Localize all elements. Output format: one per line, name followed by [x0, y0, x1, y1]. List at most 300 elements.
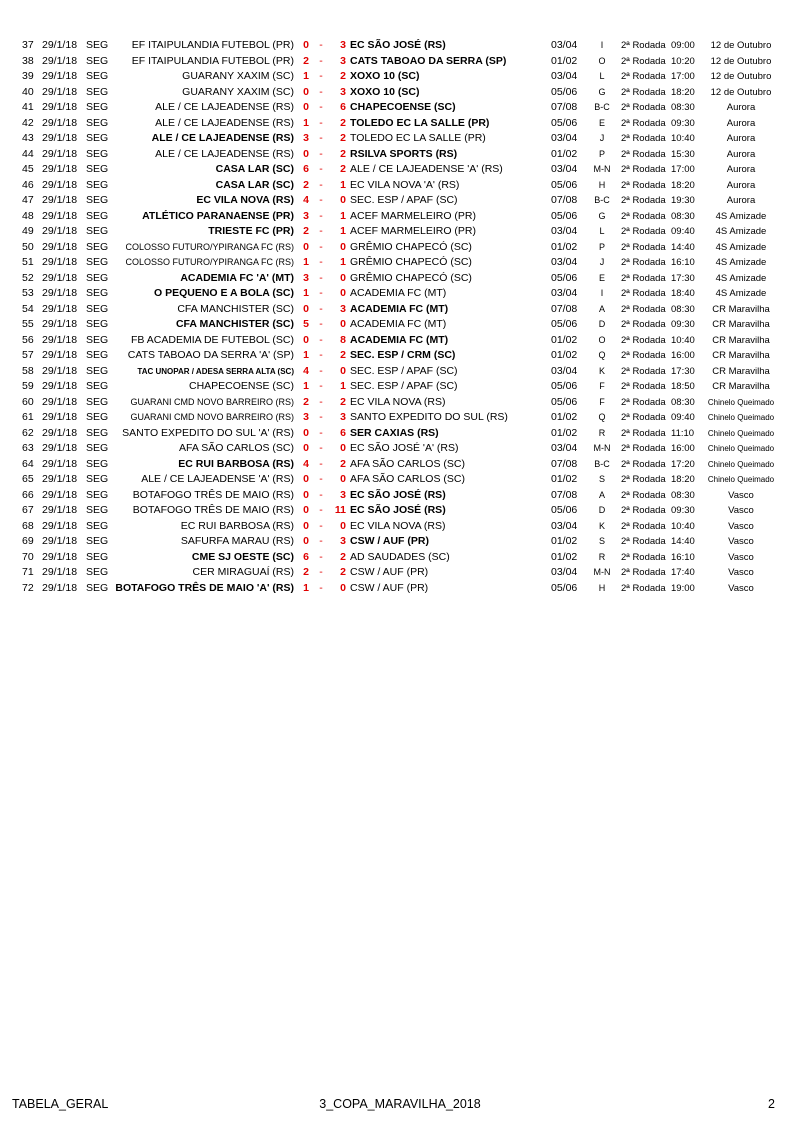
- round: 2ª Rodada: [621, 334, 666, 346]
- match-row: [0, 209, 800, 225]
- away-score: 2: [340, 550, 346, 563]
- away-team: SEC. ESP / APAF (SC): [350, 194, 458, 206]
- group: B-C: [594, 195, 610, 205]
- venue: CR Maravilha: [712, 350, 770, 361]
- kickoff-time: 18:50: [671, 381, 695, 392]
- match-number: 61: [22, 411, 34, 423]
- home-team: SAFURFA MARAU (RS): [180, 535, 294, 547]
- group: G: [598, 86, 606, 97]
- group: D: [598, 319, 606, 329]
- away-team: ACADEMIA FC (MT): [350, 333, 449, 346]
- away-score: 3: [340, 54, 346, 67]
- home-score: 1: [303, 581, 309, 594]
- match-row: [0, 224, 800, 240]
- away-score: 8: [340, 333, 346, 346]
- home-team: CFA MANCHISTER (SC): [177, 302, 294, 315]
- match-date: 29/1/18: [42, 147, 78, 160]
- match-row: [0, 395, 800, 411]
- match-weekday: SEG: [86, 349, 109, 361]
- kickoff-time: 10:40: [671, 520, 695, 532]
- match-number: 52: [22, 271, 34, 284]
- away-team: SEC. ESP / APAF (SC): [350, 380, 458, 392]
- round: 2ª Rodada: [621, 536, 666, 547]
- away-team: EC SÃO JOSÉ 'A' (RS): [350, 442, 459, 454]
- category: 01/02: [551, 349, 578, 361]
- match-date: 29/1/18: [42, 178, 78, 191]
- match-weekday: SEG: [86, 519, 109, 532]
- venue: Vasco: [728, 489, 754, 501]
- away-score: 0: [340, 442, 346, 454]
- match-row: [0, 38, 800, 54]
- round: 2ª Rodada: [621, 71, 666, 82]
- away-score: 2: [340, 163, 346, 175]
- away-team: CHAPECOENSE (SC): [350, 101, 456, 113]
- round: 2ª Rodada: [621, 164, 666, 175]
- kickoff-time: 16:00: [671, 443, 695, 454]
- category: 03/04: [551, 70, 578, 82]
- away-score: 2: [340, 566, 346, 578]
- match-row: [0, 457, 800, 473]
- round: 2ª Rodada: [621, 117, 666, 129]
- match-row: [0, 426, 800, 442]
- home-team: ALE / CE LAJEADENSE (RS): [155, 101, 294, 113]
- group: J: [599, 133, 605, 143]
- away-score: 2: [340, 147, 346, 160]
- kickoff-time: 11:10: [671, 427, 695, 439]
- away-team: XOXO 10 (SC): [350, 85, 420, 98]
- match-number: 68: [22, 519, 34, 532]
- home-team: FB ACADEMIA DE FUTEBOL (SC): [131, 333, 294, 346]
- away-score: 0: [340, 240, 346, 253]
- match-date: 29/1/18: [42, 333, 78, 346]
- kickoff-time: 09:30: [671, 117, 695, 129]
- category: 05/06: [551, 380, 578, 392]
- round: 2ª Rodada: [621, 319, 666, 330]
- home-team: ALE / CE LAJEADENSE 'A' (RS): [141, 473, 294, 485]
- away-score: 2: [340, 395, 346, 408]
- match-weekday: SEG: [86, 178, 109, 191]
- score-separator: -: [319, 581, 323, 594]
- category: 07/08: [551, 101, 578, 113]
- category: 03/04: [551, 163, 578, 175]
- round: 2ª Rodada: [621, 272, 666, 284]
- venue: 4S Amizade: [715, 241, 767, 253]
- match-weekday: SEG: [86, 287, 109, 299]
- score-separator: -: [319, 302, 323, 315]
- kickoff-time: 09:00: [671, 40, 695, 51]
- match-row: [0, 131, 800, 147]
- venue: CR Maravilha: [712, 303, 770, 315]
- round: 2ª Rodada: [621, 55, 666, 67]
- score-separator: -: [319, 504, 323, 516]
- venue: Vasco: [728, 520, 754, 532]
- home-score: 0: [303, 147, 309, 160]
- match-date: 29/1/18: [42, 566, 78, 578]
- home-score: 0: [303, 488, 309, 501]
- category: 05/06: [551, 504, 578, 516]
- match-row: [0, 178, 800, 194]
- away-team: EC VILA NOVA (RS): [350, 519, 446, 532]
- match-number: 38: [22, 54, 34, 67]
- group: I: [600, 288, 604, 298]
- match-date: 29/1/18: [42, 85, 78, 98]
- match-weekday: SEG: [86, 457, 109, 470]
- home-team: TRIESTE FC (PR): [208, 225, 294, 237]
- kickoff-time: 17:40: [671, 567, 695, 578]
- round: 2ª Rodada: [621, 226, 666, 237]
- score-separator: -: [319, 519, 323, 532]
- match-row: [0, 69, 800, 85]
- match-number: 70: [22, 550, 34, 563]
- score-separator: -: [319, 225, 323, 237]
- venue: 12 de Outubro: [710, 71, 772, 82]
- away-team: ACEF MARMELEIRO (PR): [350, 225, 477, 237]
- score-separator: -: [319, 380, 323, 392]
- match-date: 29/1/18: [42, 271, 78, 284]
- group: M-N: [593, 443, 611, 453]
- match-date: 29/1/18: [42, 380, 78, 392]
- match-number: 66: [22, 488, 34, 501]
- group: O: [598, 55, 606, 66]
- venue: Chinelo Queimado: [707, 413, 775, 422]
- match-row: [0, 519, 800, 535]
- match-weekday: SEG: [86, 240, 109, 253]
- match-schedule-table: [0, 38, 800, 596]
- match-number: 50: [22, 240, 34, 253]
- home-score: 0: [303, 240, 309, 253]
- venue: Aurora: [726, 179, 756, 191]
- home-team: BOTAFOGO TRÊS DE MAIO (RS): [132, 504, 294, 516]
- home-score: 3: [303, 132, 309, 144]
- home-score: 1: [303, 70, 309, 82]
- kickoff-time: 16:10: [671, 257, 695, 268]
- kickoff-time: 08:30: [671, 210, 695, 222]
- group: A: [598, 303, 605, 314]
- home-score: 2: [303, 566, 309, 578]
- score-separator: -: [319, 85, 323, 98]
- kickoff-time: 17:20: [671, 458, 695, 470]
- venue: 4S Amizade: [715, 257, 767, 268]
- group: F: [599, 381, 605, 391]
- match-number: 58: [22, 364, 34, 377]
- match-row: [0, 85, 800, 101]
- venue: 12 de Outubro: [710, 55, 772, 67]
- match-number: 46: [22, 178, 34, 191]
- away-team: EC VILA NOVA 'A' (RS): [350, 178, 460, 191]
- away-team: TOLEDO EC LA SALLE (PR): [350, 116, 490, 129]
- away-team: CSW / AUF (PR): [350, 581, 429, 594]
- match-row: [0, 565, 800, 581]
- match-row: [0, 286, 800, 302]
- kickoff-time: 09:30: [671, 319, 695, 330]
- venue: 4S Amizade: [715, 226, 767, 237]
- kickoff-time: 17:00: [671, 164, 695, 175]
- match-date: 29/1/18: [42, 318, 78, 330]
- match-date: 29/1/18: [42, 349, 78, 361]
- match-date: 29/1/18: [42, 256, 78, 268]
- kickoff-time: 08:30: [671, 102, 695, 113]
- match-weekday: SEG: [86, 581, 109, 594]
- category: 07/08: [551, 302, 578, 315]
- score-separator: -: [319, 132, 323, 144]
- score-separator: -: [319, 39, 323, 51]
- home-score: 0: [303, 302, 309, 315]
- home-score: 1: [303, 349, 309, 361]
- home-team: CME SJ OESTE (SC): [191, 550, 294, 563]
- away-score: 0: [340, 194, 346, 206]
- venue: Chinelo Queimado: [707, 397, 775, 407]
- away-team: ALE / CE LAJEADENSE 'A' (RS): [350, 163, 503, 175]
- score-separator: -: [319, 271, 323, 284]
- category: 07/08: [551, 457, 578, 470]
- away-score: 0: [340, 271, 346, 284]
- away-team: AFA SÃO CARLOS (SC): [350, 473, 465, 485]
- category: 01/02: [551, 473, 578, 485]
- match-number: 43: [22, 132, 34, 144]
- match-date: 29/1/18: [42, 535, 78, 547]
- round: 2ª Rodada: [621, 288, 666, 299]
- home-team: AFA SÃO CARLOS (SC): [179, 442, 294, 454]
- score-separator: -: [319, 473, 323, 485]
- score-separator: -: [319, 364, 323, 377]
- home-score: 4: [303, 364, 309, 377]
- group: H: [598, 582, 606, 593]
- group: S: [598, 474, 605, 484]
- away-team: EC SÃO JOSÉ (RS): [350, 504, 446, 516]
- away-score: 3: [340, 411, 346, 423]
- venue: Aurora: [726, 133, 756, 144]
- score-separator: -: [319, 178, 323, 191]
- score-separator: -: [319, 318, 323, 330]
- category: 07/08: [551, 488, 578, 501]
- kickoff-time: 17:30: [671, 365, 695, 377]
- match-date: 29/1/18: [42, 488, 78, 501]
- category: 07/08: [551, 194, 578, 206]
- match-number: 48: [22, 209, 34, 222]
- match-row: [0, 193, 800, 209]
- away-score: 6: [340, 426, 346, 439]
- home-score: 2: [303, 395, 309, 408]
- kickoff-time: 19:30: [671, 195, 695, 206]
- category: 05/06: [551, 178, 578, 191]
- group: J: [599, 257, 605, 267]
- away-score: 0: [340, 318, 346, 330]
- score-separator: -: [319, 240, 323, 253]
- match-date: 29/1/18: [42, 194, 78, 206]
- score-separator: -: [319, 349, 323, 361]
- match-number: 64: [22, 457, 34, 470]
- score-separator: -: [319, 411, 323, 423]
- match-weekday: SEG: [86, 163, 109, 175]
- score-separator: -: [319, 442, 323, 454]
- score-separator: -: [319, 256, 323, 268]
- group: R: [598, 551, 606, 562]
- group: D: [598, 505, 606, 515]
- away-score: 3: [340, 302, 346, 315]
- kickoff-time: 18:20: [671, 86, 695, 98]
- match-date: 29/1/18: [42, 225, 78, 237]
- kickoff-time: 09:40: [671, 226, 695, 237]
- match-date: 29/1/18: [42, 364, 78, 377]
- score-separator: -: [319, 54, 323, 67]
- category: 01/02: [551, 54, 578, 67]
- category: 03/04: [551, 39, 578, 51]
- score-separator: -: [319, 488, 323, 501]
- match-number: 62: [22, 426, 34, 439]
- match-row: [0, 534, 800, 550]
- away-score: 1: [340, 225, 346, 237]
- home-team: BOTAFOGO TRÊS DE MAIO (RS): [132, 488, 294, 501]
- score-separator: -: [319, 426, 323, 439]
- footer-page-number: 2: [768, 1097, 775, 1111]
- match-row: [0, 100, 800, 116]
- category: 01/02: [551, 333, 578, 346]
- kickoff-time: 17:00: [671, 71, 695, 82]
- match-weekday: SEG: [86, 194, 109, 206]
- away-team: ACADEMIA FC (MT): [350, 287, 447, 299]
- match-weekday: SEG: [86, 380, 109, 392]
- kickoff-time: 14:40: [671, 241, 695, 253]
- match-date: 29/1/18: [42, 426, 78, 439]
- round: 2ª Rodada: [621, 40, 666, 51]
- group: P: [598, 241, 605, 252]
- match-number: 37: [22, 39, 34, 51]
- match-row: [0, 162, 800, 178]
- match-row: [0, 441, 800, 457]
- group: R: [598, 427, 606, 438]
- match-row: [0, 255, 800, 271]
- away-team: SEC. ESP / APAF (SC): [350, 364, 458, 377]
- away-score: 3: [340, 85, 346, 98]
- match-row: [0, 550, 800, 566]
- home-team: GUARANY XAXIM (SC): [182, 70, 294, 82]
- kickoff-time: 17:30: [671, 272, 695, 284]
- match-weekday: SEG: [86, 535, 109, 547]
- match-number: 42: [22, 116, 34, 129]
- score-separator: -: [319, 101, 323, 113]
- category: 01/02: [551, 426, 578, 439]
- match-date: 29/1/18: [42, 411, 78, 423]
- category: 03/04: [551, 566, 578, 578]
- away-team: SANTO EXPEDITO DO SUL (RS): [350, 411, 508, 423]
- score-separator: -: [319, 116, 323, 129]
- round: 2ª Rodada: [621, 303, 666, 315]
- category: 05/06: [551, 85, 578, 98]
- kickoff-time: 16:00: [671, 350, 695, 361]
- away-score: 1: [340, 256, 346, 268]
- home-team: CER MIRAGUAÍ (RS): [192, 566, 294, 578]
- match-weekday: SEG: [86, 39, 109, 51]
- match-date: 29/1/18: [42, 163, 78, 175]
- kickoff-time: 08:30: [671, 489, 695, 501]
- group: K: [598, 520, 605, 531]
- kickoff-time: 18:40: [671, 288, 695, 299]
- score-separator: -: [319, 147, 323, 160]
- match-number: 51: [22, 256, 34, 268]
- category: 05/06: [551, 116, 578, 129]
- away-team: EC SÃO JOSÉ (RS): [350, 39, 446, 51]
- home-team: CATS TABOAO DA SERRA 'A' (SP): [127, 349, 294, 361]
- home-score: 0: [303, 519, 309, 532]
- match-date: 29/1/18: [42, 457, 78, 470]
- away-score: 3: [340, 39, 346, 51]
- match-weekday: SEG: [86, 504, 109, 516]
- home-team: EF ITAIPULANDIA FUTEBOL (PR): [131, 54, 294, 67]
- group: H: [598, 179, 606, 190]
- match-weekday: SEG: [86, 333, 109, 346]
- group: L: [599, 71, 605, 81]
- match-weekday: SEG: [86, 132, 109, 144]
- group: A: [598, 489, 605, 500]
- venue: Vasco: [728, 536, 754, 547]
- round: 2ª Rodada: [621, 195, 666, 206]
- home-score: 1: [303, 380, 309, 392]
- round: 2ª Rodada: [621, 350, 666, 361]
- venue: Aurora: [726, 195, 756, 206]
- match-date: 29/1/18: [42, 287, 78, 299]
- score-separator: -: [319, 457, 323, 470]
- venue: Aurora: [726, 148, 756, 160]
- away-team: GRÊMIO CHAPECÓ (SC): [350, 256, 472, 268]
- round: 2ª Rodada: [621, 427, 666, 439]
- away-team: SER CAXIAS (RS): [350, 426, 439, 439]
- match-row: [0, 54, 800, 70]
- home-team: CHAPECOENSE (SC): [188, 380, 294, 392]
- home-score: 0: [303, 426, 309, 439]
- match-number: 49: [22, 225, 34, 237]
- home-team: GUARANI CMD NOVO BARREIRO (RS): [130, 412, 294, 422]
- match-number: 65: [22, 473, 34, 485]
- match-number: 67: [22, 504, 34, 516]
- group: F: [599, 396, 605, 407]
- group: S: [598, 536, 605, 546]
- match-number: 44: [22, 147, 34, 160]
- venue: Aurora: [726, 102, 756, 113]
- kickoff-time: 09:40: [671, 412, 695, 423]
- match-row: [0, 147, 800, 163]
- match-weekday: SEG: [86, 473, 109, 485]
- match-weekday: SEG: [86, 271, 109, 284]
- group: I: [600, 40, 604, 50]
- home-score: 0: [303, 39, 309, 51]
- round: 2ª Rodada: [621, 582, 666, 594]
- category: 03/04: [551, 225, 578, 237]
- group: M-N: [593, 164, 611, 174]
- score-separator: -: [319, 163, 323, 175]
- match-weekday: SEG: [86, 395, 109, 408]
- away-score: 2: [340, 457, 346, 470]
- match-row: [0, 364, 800, 380]
- category: 03/04: [551, 287, 578, 299]
- round: 2ª Rodada: [621, 241, 666, 253]
- round: 2ª Rodada: [621, 505, 666, 516]
- category: 03/04: [551, 256, 578, 268]
- match-number: 59: [22, 380, 34, 392]
- category: 03/04: [551, 132, 578, 144]
- group: B-C: [594, 102, 610, 112]
- home-team: ACADEMIA FC 'A' (MT): [180, 271, 294, 284]
- group: O: [598, 334, 606, 345]
- home-score: 3: [303, 271, 309, 284]
- home-score: 1: [303, 256, 309, 268]
- group: Q: [598, 412, 606, 422]
- home-team: ALE / CE LAJEADENSE (RS): [155, 147, 294, 160]
- score-separator: -: [319, 194, 323, 206]
- match-number: 45: [22, 163, 34, 175]
- round: 2ª Rodada: [621, 210, 666, 222]
- venue: 4S Amizade: [715, 288, 767, 299]
- match-row: [0, 410, 800, 426]
